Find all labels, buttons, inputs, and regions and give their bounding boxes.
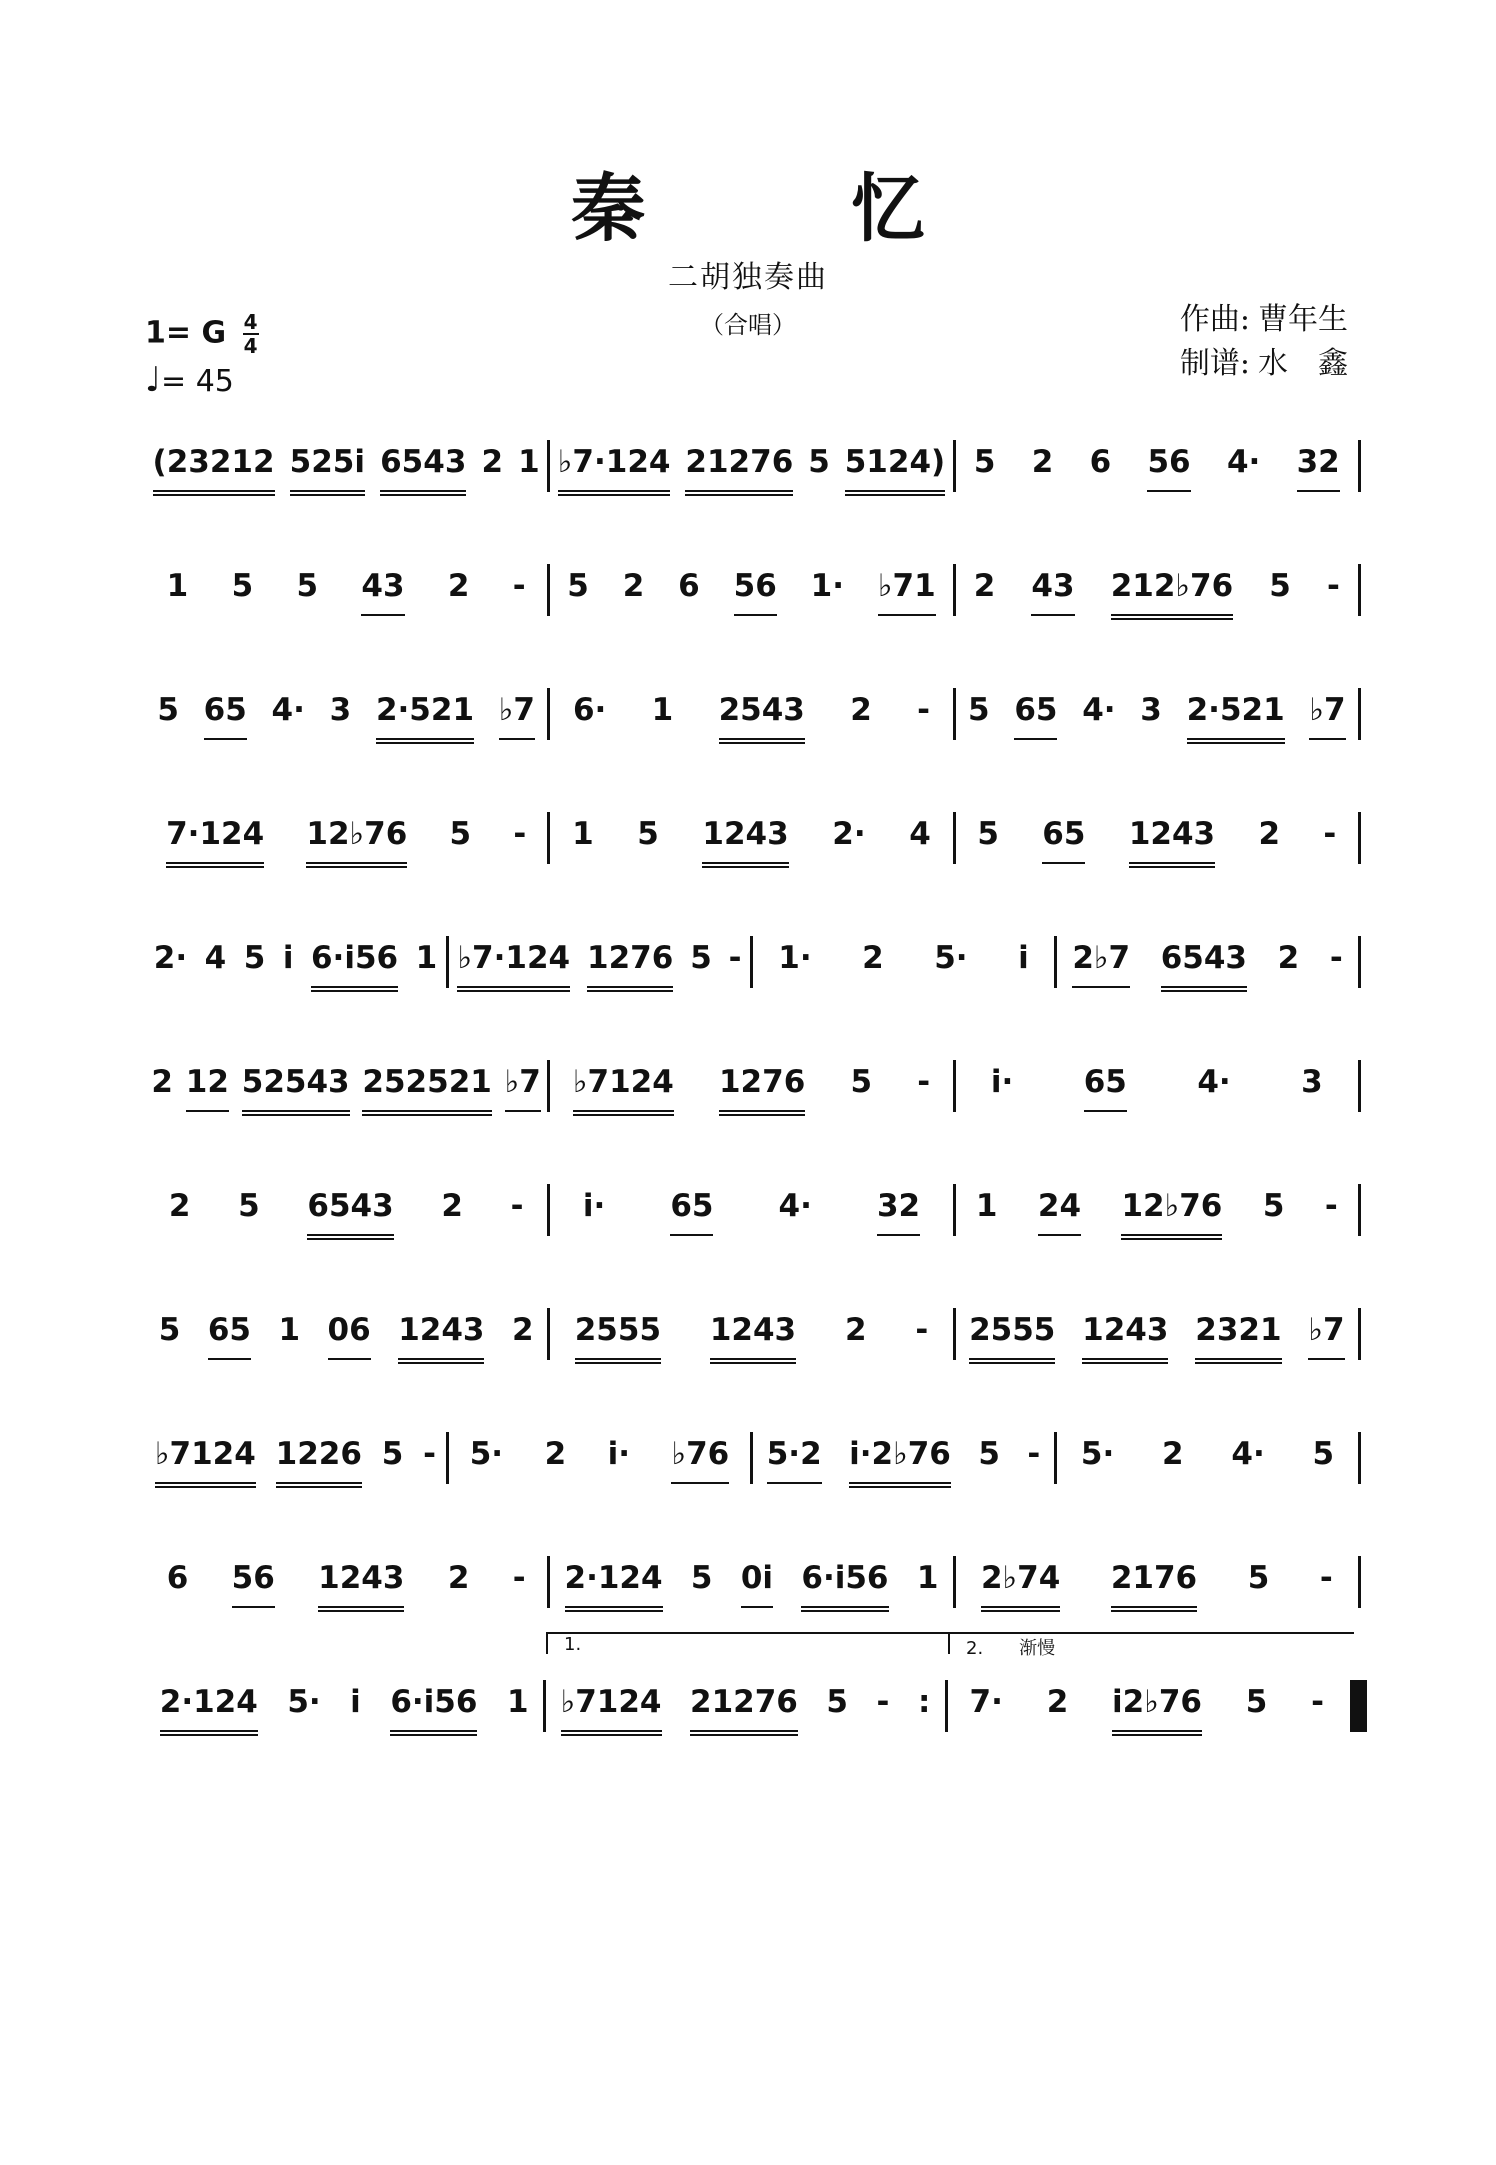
note-group: 2 [447, 568, 470, 604]
note-group: 5 [296, 568, 319, 604]
measure [1057, 1432, 1358, 1486]
note-group: 12♭76 [306, 816, 407, 868]
note-group: 2 [447, 1560, 470, 1596]
note-group: - [1324, 1188, 1338, 1224]
measure [956, 564, 1358, 618]
note-group: 2176 [1111, 1560, 1197, 1612]
barline [1358, 1556, 1361, 1608]
note-group: 5 [690, 940, 712, 976]
note-group: 2·521 [376, 692, 474, 744]
note-group: - [1329, 940, 1343, 976]
note-group: 5 [157, 692, 179, 728]
score-row [145, 1184, 1361, 1308]
note-group: 2 [1277, 940, 1300, 976]
note-group: 2· [153, 940, 188, 976]
measure [145, 812, 547, 866]
note-group: 5 [238, 1188, 260, 1224]
measure [1057, 936, 1358, 990]
note-group: 2 [1031, 444, 1054, 480]
note-group: 4 [204, 940, 227, 976]
note-group: 1 [651, 692, 674, 728]
note-group: 1243 [702, 816, 788, 868]
note-group: 0i [741, 1560, 773, 1608]
measure [145, 1060, 547, 1114]
note-group: 2 [1046, 1684, 1069, 1720]
note-group: 5 [449, 816, 472, 852]
score-row [145, 1556, 1361, 1680]
barline [1358, 812, 1361, 864]
measure [145, 1556, 547, 1610]
note-group: 2 [168, 1188, 191, 1224]
measure [956, 1556, 1358, 1610]
note-group: 2 [441, 1188, 463, 1224]
measure [956, 1308, 1358, 1362]
composer-line [1180, 298, 1356, 342]
note-group: 2· [832, 816, 866, 852]
note-group: ♭7·124 [457, 940, 570, 992]
note-group: 65 [670, 1188, 713, 1236]
measure [550, 1060, 952, 1114]
score-row [145, 1060, 1361, 1184]
note-group: 2 [511, 1312, 534, 1348]
note-group: 1· [810, 568, 844, 604]
key-label: 1= G [145, 315, 227, 351]
note-group: i [350, 1684, 361, 1720]
note-group: - [423, 1436, 437, 1472]
measure [550, 1184, 952, 1238]
measure [550, 1556, 952, 1610]
page-title: 秦 忆 [571, 166, 1015, 252]
note-group: 06 [328, 1312, 371, 1360]
note-group: - [513, 816, 527, 852]
measure [550, 1308, 952, 1362]
note-group: 6543 [380, 444, 466, 496]
note-group: 1 [518, 444, 540, 480]
note-group: 12♭76 [1121, 1188, 1222, 1240]
measure [948, 1680, 1346, 1734]
note-group: 2·521 [1187, 692, 1285, 744]
note-group: - [917, 1064, 931, 1100]
note-group: 5· [934, 940, 968, 976]
measure [550, 688, 952, 742]
measure [145, 440, 547, 494]
note-group: - [728, 940, 742, 976]
note-group: ♭7124 [155, 1436, 256, 1488]
volta-first: 1. [546, 1632, 952, 1654]
barline [1358, 688, 1361, 740]
note-group: 3 [1140, 692, 1162, 728]
note-group: 5 [1312, 1436, 1335, 1472]
note-group: 2 [850, 692, 872, 728]
measure [145, 1308, 547, 1362]
measure [449, 1432, 750, 1486]
note-group: (23212 [153, 444, 275, 496]
note-group: 2 [622, 568, 645, 604]
note-group: 5· [287, 1684, 321, 1720]
note-group: 1276 [587, 940, 673, 992]
measure [550, 440, 952, 494]
note-group: 4· [1082, 692, 1116, 728]
note-group: 6 [678, 568, 700, 604]
arranger-label: 制谱: [1179, 346, 1250, 381]
note-group: i· [607, 1436, 631, 1472]
note-group: 5 [637, 816, 659, 852]
arranger-line [1180, 342, 1356, 386]
note-group: 5· [469, 1436, 504, 1472]
note-group: 1243 [1129, 816, 1215, 868]
note-group: 65 [1014, 692, 1057, 740]
note-group: 5 [977, 816, 999, 852]
measure [956, 688, 1358, 742]
note-group: 6543 [307, 1188, 393, 1240]
note-group: 21276 [690, 1684, 798, 1736]
note-group: ♭7 [1309, 692, 1345, 740]
barline [1358, 1184, 1361, 1236]
note-group: 2·124 [160, 1684, 258, 1736]
note-group: ♭7124 [573, 1064, 674, 1116]
note-group: 2555 [575, 1312, 661, 1364]
note-group: 252521 [362, 1064, 491, 1116]
time-top: 4 [243, 310, 258, 334]
note-group: 212♭76 [1111, 568, 1233, 620]
note-group: 56 [734, 568, 777, 616]
note-group: 5 [1245, 1684, 1268, 1720]
note-group: : [917, 1684, 931, 1720]
note-group: - [510, 1188, 524, 1224]
score-row [145, 1634, 1361, 1804]
note-group: 5 [808, 444, 830, 480]
note-group: 5 [567, 568, 589, 604]
note-group: 21276 [685, 444, 793, 496]
note-group: 5 [850, 1064, 873, 1100]
measure [956, 812, 1358, 866]
note-group: 4· [271, 692, 305, 728]
note-group: 12 [186, 1064, 229, 1112]
score-row [145, 1432, 1361, 1556]
tempo-value: = 45 [161, 364, 234, 399]
note-group: 1243 [398, 1312, 484, 1364]
measure [449, 936, 750, 990]
note-group: 56 [232, 1560, 275, 1608]
note-group: 1 [975, 1188, 998, 1224]
note-group: 65 [204, 692, 247, 740]
note-group: 1 [506, 1684, 529, 1720]
note-group: 1 [916, 1560, 939, 1596]
barline [1358, 440, 1361, 492]
note-group: i2♭76 [1112, 1684, 1202, 1736]
note-group: 1243 [710, 1312, 796, 1364]
measure [145, 1184, 547, 1238]
note-group: 2 [544, 1436, 567, 1472]
volta-second: 2. 渐慢 [948, 1632, 1354, 1654]
composer-name: 曹年生 [1258, 302, 1348, 337]
measure [145, 688, 547, 742]
note-group: 1 [415, 940, 438, 976]
note-group: 6 [1089, 444, 1112, 480]
score-row [145, 812, 1361, 936]
note-group: 24 [1038, 1188, 1081, 1236]
score-row [145, 564, 1361, 688]
note-group: 5 [231, 568, 254, 604]
credits [1180, 298, 1356, 386]
note-group: 5 [968, 692, 990, 728]
note-group: ♭76 [671, 1436, 729, 1484]
note-group: 6· [572, 692, 607, 728]
note-group: 1243 [1082, 1312, 1168, 1364]
note-group: 2 [1258, 816, 1281, 852]
note-group: 4· [1226, 444, 1261, 480]
note-group: 6543 [1161, 940, 1247, 992]
note-group: 7· [969, 1684, 1003, 1720]
barline [1358, 564, 1361, 616]
note-group: 2 [1162, 1436, 1184, 1472]
note-group: 6 [166, 1560, 189, 1596]
note-group: 1· [778, 940, 812, 976]
note-group: 2 [862, 940, 884, 976]
score-row [145, 440, 1361, 564]
note-group: 6·i56 [390, 1684, 477, 1736]
measure [546, 1680, 944, 1734]
note-group: - [1311, 1684, 1325, 1720]
measure [145, 1680, 543, 1734]
note-group: 2♭7 [1072, 940, 1130, 988]
note-group: i [282, 940, 294, 976]
note-group: ♭7 [505, 1064, 541, 1112]
note-group: ♭7 [1308, 1312, 1344, 1360]
note-group: 6·i56 [801, 1560, 888, 1612]
note-group: 4· [1231, 1436, 1265, 1472]
note-group: 4· [778, 1188, 812, 1224]
note-group: 32 [1297, 444, 1340, 492]
note-group: - [1327, 568, 1340, 604]
note-group: 6·i56 [311, 940, 398, 992]
measure [753, 936, 1054, 990]
measure [145, 564, 547, 618]
note-group: ♭71 [878, 568, 936, 616]
composer-label: 作曲: [1179, 302, 1250, 337]
measure [753, 1432, 1054, 1486]
time-signature [243, 312, 259, 356]
note-group: 43 [1031, 568, 1074, 616]
note-group: 2 [481, 444, 504, 480]
note-group: 2 [844, 1312, 867, 1348]
note-group: 3 [329, 692, 352, 728]
barline [1358, 936, 1361, 988]
note-group: 5 [1269, 568, 1291, 604]
note-group: 56 [1147, 444, 1190, 492]
note-group: 5 [973, 444, 996, 480]
note-group: 43 [361, 568, 404, 616]
quarter-note-icon: ♩ [145, 360, 162, 400]
note-group: 2321 [1195, 1312, 1281, 1364]
note-group: ♭7 [499, 692, 535, 740]
barline [1358, 1060, 1361, 1112]
score [145, 440, 1361, 1804]
measure [550, 812, 952, 866]
note-group: - [915, 1312, 929, 1348]
barline [1358, 1308, 1361, 1360]
note-group: 5 [1262, 1188, 1285, 1224]
note-group: 2·124 [565, 1560, 663, 1612]
note-group: 2 [973, 568, 996, 604]
measure [956, 1184, 1358, 1238]
note-group: 5 [826, 1684, 848, 1720]
note-group: 525i [290, 444, 365, 496]
note-group: 5 [381, 1436, 404, 1472]
note-group: ♭7124 [561, 1684, 662, 1736]
note-group: i· [582, 1188, 606, 1224]
score-row [145, 936, 1361, 1060]
note-group: 5·2 [767, 1436, 822, 1484]
note-group: i· [990, 1064, 1014, 1100]
note-group: - [1319, 1560, 1333, 1596]
note-group: 52543 [242, 1064, 350, 1116]
note-group: 1226 [276, 1436, 362, 1488]
measure [956, 440, 1358, 494]
arranger-name: 水 鑫 [1258, 346, 1348, 381]
score-row [145, 688, 1361, 812]
note-group: 5124) [845, 444, 945, 496]
note-group: 5· [1080, 1436, 1115, 1472]
note-group: 2555 [969, 1312, 1055, 1364]
note-group: 1276 [719, 1064, 805, 1116]
subtitle: 二胡独奏曲 [668, 260, 828, 295]
measure [145, 1432, 446, 1486]
note-group: 7·124 [166, 816, 264, 868]
note-group: i·2♭76 [849, 1436, 951, 1488]
note-group: 2543 [719, 692, 805, 744]
note-group: 5 [690, 1560, 713, 1596]
note-group: 5 [158, 1312, 181, 1348]
note-group: 65 [208, 1312, 251, 1360]
note-group: 65 [1042, 816, 1085, 864]
note-group: 32 [877, 1188, 920, 1236]
note-group: 1 [278, 1312, 301, 1348]
note-group: 65 [1084, 1064, 1127, 1112]
time-bottom: 4 [243, 334, 258, 358]
note-group: 5 [243, 940, 266, 976]
note-group: 1 [572, 816, 594, 852]
note-group: - [917, 692, 930, 728]
note-group: ♭7·124 [558, 444, 671, 496]
score-row [145, 1308, 1361, 1432]
measure [145, 936, 446, 990]
note-group: - [1027, 1436, 1041, 1472]
tempo-marking [145, 360, 234, 400]
note-group: 1 [166, 568, 189, 604]
chorus-note: （合唱） [700, 311, 796, 339]
measure [956, 1060, 1358, 1114]
note-group: 4· [1197, 1064, 1231, 1100]
note-group: - [512, 1560, 526, 1596]
note-group: 5 [1247, 1560, 1270, 1596]
note-group: 1243 [318, 1560, 404, 1612]
barline [1350, 1680, 1361, 1732]
note-group: - [1323, 816, 1337, 852]
note-group: 4 [909, 816, 931, 852]
note-group: 3 [1301, 1064, 1323, 1100]
measure [550, 564, 952, 618]
note-group: 2♭74 [981, 1560, 1060, 1612]
note-group: - [512, 568, 526, 604]
key-signature [145, 312, 259, 356]
barline [1358, 1432, 1361, 1484]
note-group: 2 [151, 1064, 173, 1100]
note-group: i [1018, 940, 1029, 976]
note-group: 5 [978, 1436, 1000, 1472]
note-group: - [876, 1684, 890, 1720]
